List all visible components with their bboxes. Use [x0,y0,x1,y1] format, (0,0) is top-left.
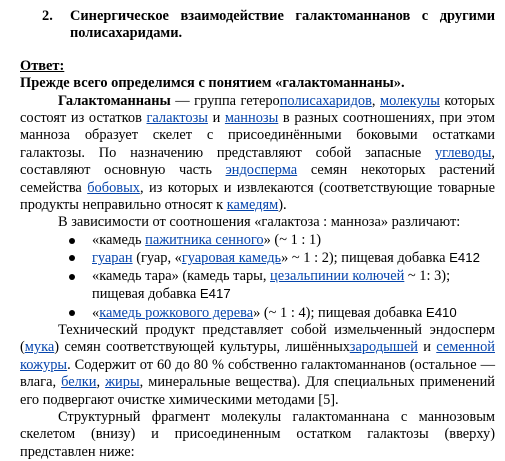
link-caesalpinia[interactable]: цезальпинии колючей [270,267,405,284]
list-item-tara: «камедь тара» (камедь тары, цезальпинии колючей ~ 1: 3); пищевая добавка E417 [20,268,495,304]
question-title: Синергическое взаимодействие галактоманнанов с другими полисахаридами. [70,8,495,42]
link-endosperm[interactable]: эндосперма [225,162,298,179]
paragraph-structure: Структурный фрагмент молекулы галактоманнана с маннозовым скелетом (внизу) и присоединенным остатком галактозы (вверху) представлен ниже: [20,408,495,460]
paragraph-definition: Галактоманнаны — группа гетерополисахаридов, молекулы которых состоят из остатков галактозы и маннозы в разных соотношениях, при этом манноза образует скелет с присоединёнными боковыми остатками галактозы. По назначению представляют собой запасные углеводы, составляют основную часть эндосперма семян некоторых растений семейства бобовых, из которых и извлекаются (соответствующие товарные продукты неправильно относят к камедям). [20,92,496,214]
term-galactomannans: Галактоманнаны [58,92,171,109]
link-legumes[interactable]: бобовых [87,179,140,196]
document-page [20,8,495,461]
paragraph-technical-product: Технический продукт представляет собой измельченный эндосперм (мука) семян соответствующей культуры, лишённыхзародышей и семенной кожуры. Содержит от 60 до 80 % собственно галактоманнанов (остальное — влага, белки, жиры, минеральные вещества). Для специальных применений его подвергают очистке химическими методами [5]. [20,321,495,408]
link-guar-gum[interactable]: гуаровая камедь [181,250,282,267]
additive-code: E417 [199,286,231,302]
link-proteins[interactable]: белки [61,374,97,391]
link-carob-gum[interactable]: камедь рожкового дерева [99,304,254,321]
list-item-guar: гуаран (гуар, «гуаровая камедь» ~ 1 : 2); пищевая добавка E412 [20,249,495,267]
link-seed-coat[interactable]: семенной кожуры [20,339,495,373]
link-mannose[interactable]: маннозы [224,110,279,127]
link-molecules[interactable]: молекулы [380,92,440,109]
link-embryos[interactable]: зародышей [349,339,418,356]
gum-types-list [20,232,495,322]
link-polysaccharides[interactable]: полисахаридов [279,92,372,109]
link-carbohydrates[interactable]: углеводы [434,144,492,161]
link-fenugreek[interactable]: пажитника сенного [145,231,264,248]
link-fats[interactable]: жиры [105,374,140,391]
paragraph-classification: В зависимости от соотношения «галактоза : манноза» различают: [58,214,461,231]
link-flour[interactable]: мука [24,339,55,356]
additive-code: E410 [425,304,457,320]
additive-code: E412 [449,250,480,266]
link-guaran[interactable]: гуаран [92,250,133,267]
question-number: 2. [42,8,53,24]
link-gums[interactable]: камедям [226,197,279,214]
link-galactose[interactable]: галактозы [146,110,208,127]
question-heading [42,8,495,43]
intro-line: Прежде всего определимся с понятием «галактоманнаны». [20,75,405,92]
list-item-fenugreek: «камедь пажитника сенного» (~ 1 : 1) [20,232,495,249]
answer-label: Ответ: [20,57,65,74]
list-item-carob: «камедь рожкового дерева» (~ 1 : 4); пищевая добавка E410 [20,304,495,322]
